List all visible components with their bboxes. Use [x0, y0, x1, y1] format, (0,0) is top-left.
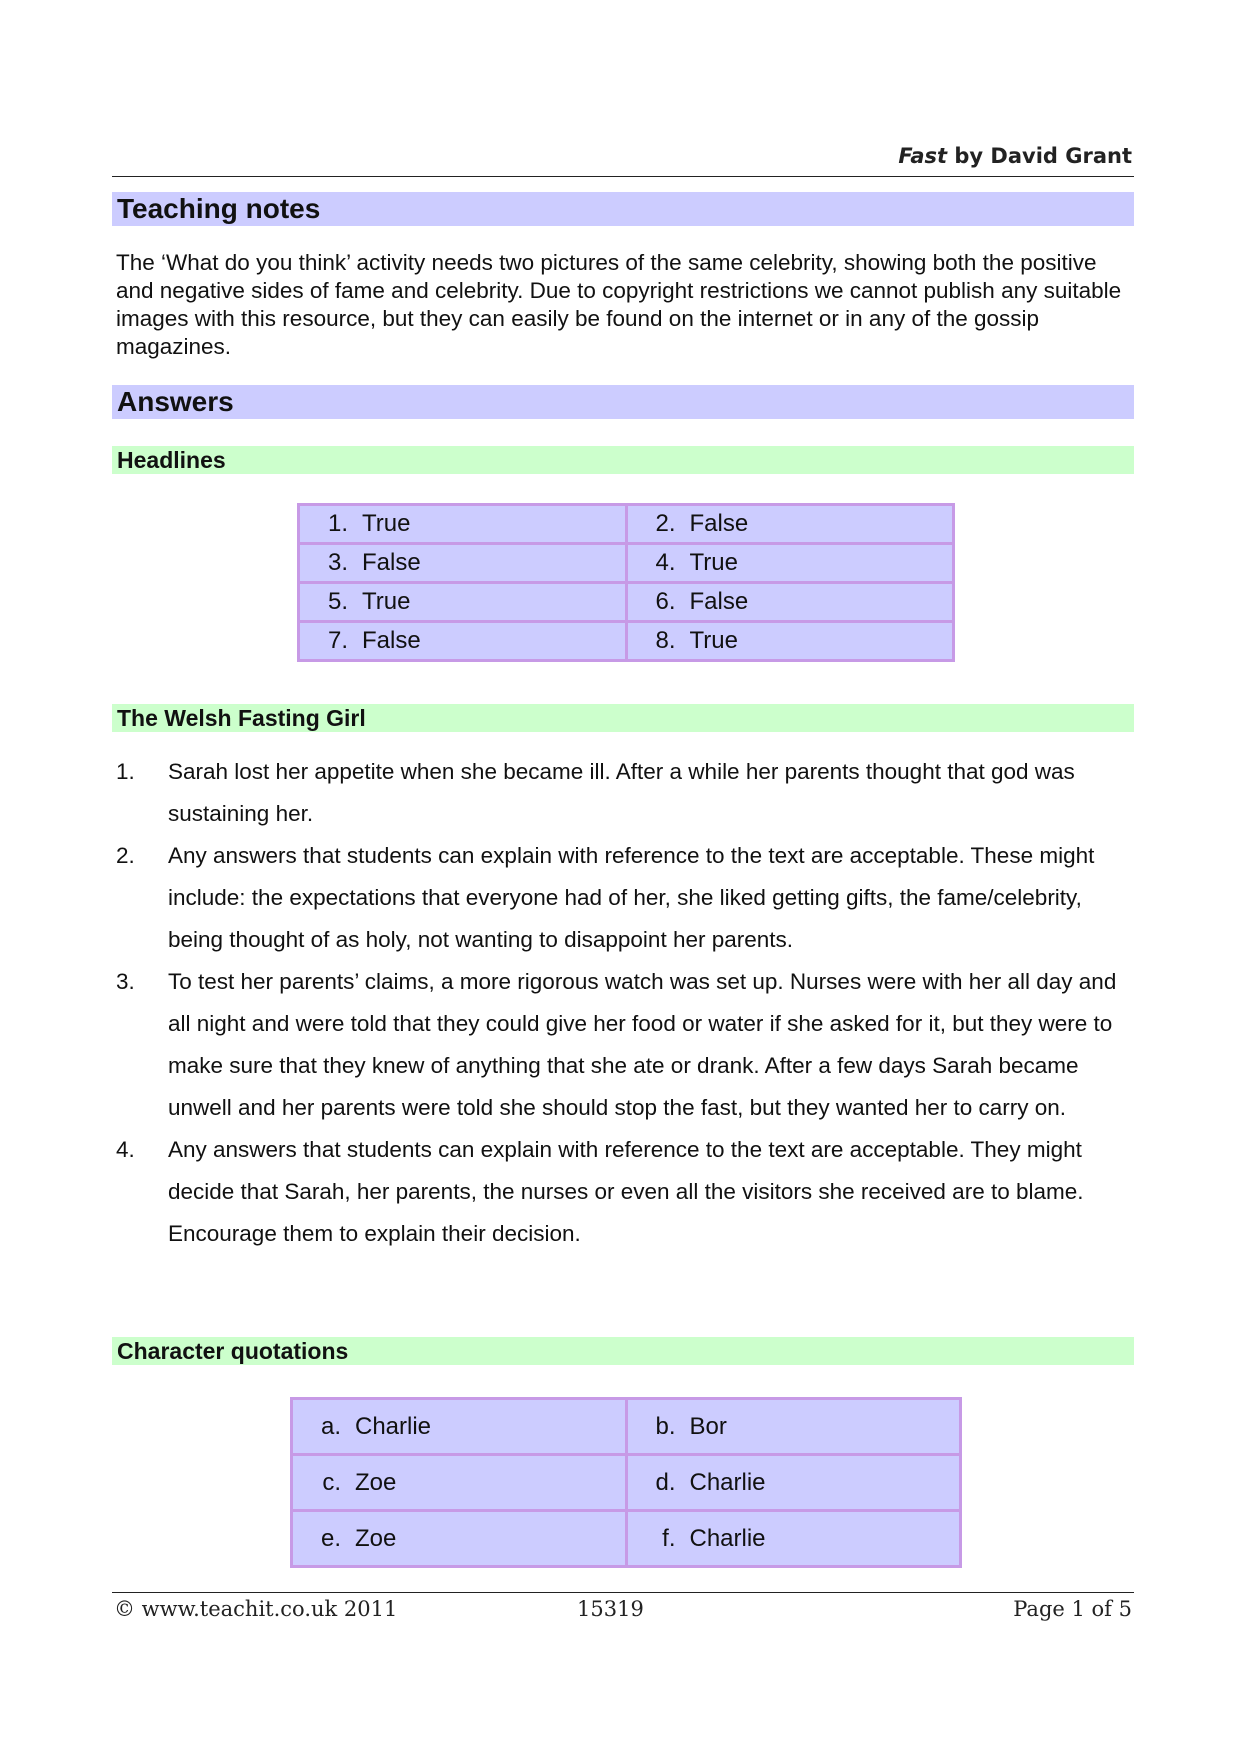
- answer-number: f.: [662, 1524, 676, 1552]
- answer-value: Zoe: [355, 1468, 397, 1496]
- answer-value: True: [362, 588, 411, 615]
- character-quotations-heading: Character quotations: [112, 1337, 1134, 1365]
- table-row: [292, 1511, 961, 1567]
- answer-number: 1.: [327, 510, 348, 537]
- answer-cell: [626, 544, 954, 583]
- answer-cell: [626, 505, 954, 544]
- answer-cell: [292, 1511, 627, 1567]
- welsh-questions-list: [116, 751, 1134, 1255]
- answer-value: True: [689, 627, 738, 654]
- answers-heading: Answers: [112, 385, 1134, 419]
- list-item: [116, 961, 1134, 1129]
- teaching-notes-heading: Teaching notes: [112, 192, 1134, 226]
- answer-cell: [299, 544, 627, 583]
- item-text: Sarah lost her appetite when she became ill. After a while her parents thought that god was sustaining her.: [168, 759, 1075, 826]
- answer-cell: [626, 622, 954, 661]
- answer-value: Charlie: [689, 1524, 766, 1552]
- item-number: 1.: [116, 759, 135, 784]
- answer-cell: [299, 583, 627, 622]
- welsh-fasting-girl-heading: The Welsh Fasting Girl: [112, 704, 1134, 732]
- item-text: Any answers that students can explain with reference to the text are acceptable. They might decide that Sarah, her parents, the nurses or even all the visitors she received are to blame. Encourage them to explain their decision.: [168, 1137, 1084, 1246]
- answer-number: 2.: [655, 510, 676, 537]
- table-row: [292, 1399, 961, 1455]
- answer-cell: [299, 505, 627, 544]
- answer-value: False: [689, 588, 749, 615]
- answer-value: Bor: [689, 1412, 727, 1440]
- table-row: [299, 583, 954, 622]
- answer-number: 7.: [327, 627, 348, 654]
- answer-value: False: [362, 627, 421, 654]
- page-footer: [112, 1592, 1134, 1627]
- list-item: [116, 1129, 1134, 1255]
- answer-value: Zoe: [355, 1524, 397, 1552]
- teaching-notes-body: The ‘What do you think’ activity needs two pictures of the same celebrity, showing both the positive and negative sides of fame and celebrity. Due to copyright restrictions we cannot publish any suitable images with this resource, but they can easily be found on the internet or in any of the gossip magazines.: [116, 250, 1122, 359]
- item-number: 4.: [116, 1137, 135, 1162]
- answer-number: 6.: [655, 588, 676, 615]
- answer-number: 3.: [327, 549, 348, 576]
- footer-copyright: © www.teachit.co.uk 2011: [114, 1597, 398, 1621]
- answer-number: 4.: [655, 549, 676, 576]
- answer-cell: [626, 1455, 961, 1511]
- table-row: [299, 544, 954, 583]
- answer-cell: [626, 1511, 961, 1567]
- answer-value: Charlie: [689, 1468, 766, 1496]
- answer-cell: [626, 583, 954, 622]
- answer-number: 8.: [655, 627, 676, 654]
- table-row: [299, 505, 954, 544]
- headlines-heading: Headlines: [112, 446, 1134, 474]
- item-number: 3.: [116, 969, 135, 994]
- answer-value: False: [362, 549, 421, 576]
- page-header: [112, 140, 1134, 177]
- answer-value: Charlie: [355, 1412, 432, 1440]
- answer-cell: [292, 1455, 627, 1511]
- answer-number: e.: [320, 1524, 341, 1552]
- answer-number: 5.: [327, 588, 348, 615]
- footer-code: 15319: [577, 1597, 644, 1621]
- item-text: To test her parents’ claims, a more rigorous watch was set up. Nurses were with her all day and all night and were told that they could give her food or water if she asked for it, but they were to make sure that they knew of anything that she ate or drank. After a few days Sarah became unwell and her parents were told she should stop the fast, but they wanted her to carry on.: [168, 969, 1117, 1120]
- answer-number: d.: [655, 1468, 676, 1496]
- answer-value: True: [689, 549, 738, 576]
- title-italic: Fast: [898, 144, 948, 168]
- document-title: [898, 144, 1132, 168]
- answer-value: True: [362, 510, 411, 537]
- list-item: [116, 835, 1134, 961]
- answer-value: False: [689, 510, 749, 537]
- item-number: 2.: [116, 843, 135, 868]
- title-rest: by David Grant: [947, 144, 1132, 168]
- quotations-table: [290, 1397, 962, 1568]
- answer-cell: [626, 1399, 961, 1455]
- item-text: Any answers that students can explain with reference to the text are acceptable. These might include: the expectations that everyone had of her, she liked getting gifts, the fame/celebrity, being thought of as holy, not wanting to disappoint her parents.: [168, 843, 1095, 952]
- table-row: [292, 1455, 961, 1511]
- answer-number: a.: [320, 1412, 341, 1440]
- list-item: [116, 751, 1134, 835]
- answer-number: c.: [322, 1468, 341, 1496]
- footer-page-number: Page 1 of 5: [1013, 1597, 1132, 1621]
- answer-cell: [292, 1399, 627, 1455]
- answer-cell: [299, 622, 627, 661]
- table-row: [299, 622, 954, 661]
- answer-number: b.: [655, 1412, 676, 1440]
- headlines-table: [297, 503, 955, 662]
